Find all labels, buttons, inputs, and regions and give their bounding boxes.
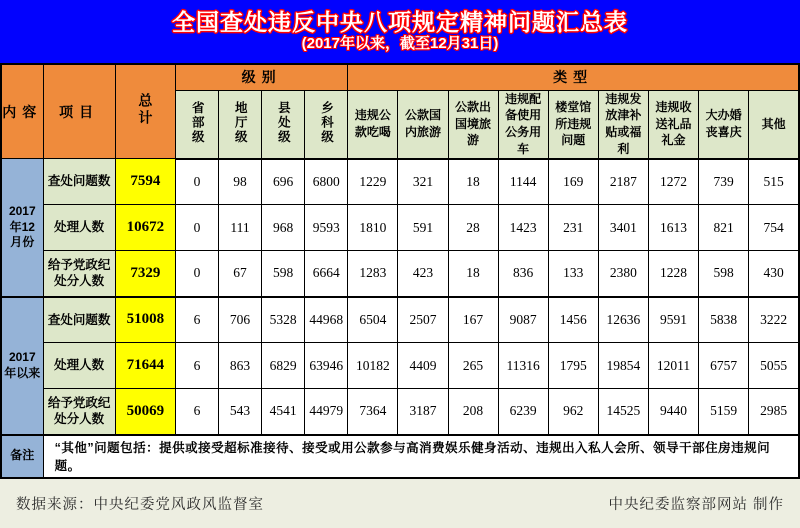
row-group-label: 2017年以来 <box>1 297 43 435</box>
type-column-header: 其他 <box>749 90 799 159</box>
data-cell: 696 <box>262 159 305 205</box>
level-header-text: 县处级 <box>276 100 291 145</box>
data-cell: 111 <box>219 205 262 251</box>
data-cell: 6 <box>175 389 218 435</box>
data-cell: 6 <box>175 343 218 389</box>
data-cell: 598 <box>699 251 749 297</box>
data-cell: 543 <box>219 389 262 435</box>
data-cell: 67 <box>219 251 262 297</box>
data-cell: 821 <box>699 205 749 251</box>
data-cell: 2985 <box>749 389 799 435</box>
type-column-header: 违规配备使用公务用车 <box>498 90 548 159</box>
level-header-text: 地厅级 <box>233 100 248 145</box>
data-cell: 1810 <box>348 205 398 251</box>
header-content: 内容 <box>1 64 43 159</box>
data-cell: 1272 <box>648 159 698 205</box>
summary-table <box>0 63 800 479</box>
data-cell: 1795 <box>548 343 598 389</box>
data-cell: 11316 <box>498 343 548 389</box>
type-column-header: 违规公款吃喝 <box>348 90 398 159</box>
total-cell: 71644 <box>115 343 175 389</box>
data-cell: 9440 <box>648 389 698 435</box>
data-cell: 1283 <box>348 251 398 297</box>
data-cell: 2507 <box>398 297 448 343</box>
data-cell: 12011 <box>648 343 698 389</box>
data-cell: 44968 <box>305 297 348 343</box>
footer-bar <box>0 479 800 528</box>
level-column-header <box>262 90 305 159</box>
data-cell: 962 <box>548 389 598 435</box>
page-title: 全国查处违反中央八项规定精神问题汇总表 <box>172 9 628 36</box>
data-cell: 591 <box>398 205 448 251</box>
data-cell: 1423 <box>498 205 548 251</box>
level-column-header <box>219 90 262 159</box>
data-cell: 44979 <box>305 389 348 435</box>
header-level-group: 级别 <box>175 64 347 90</box>
data-cell: 6504 <box>348 297 398 343</box>
type-column-header: 楼堂馆所违规问题 <box>548 90 598 159</box>
data-cell: 9591 <box>648 297 698 343</box>
table-row <box>1 251 799 297</box>
data-cell: 231 <box>548 205 598 251</box>
total-cell: 51008 <box>115 297 175 343</box>
data-cell: 6 <box>175 297 218 343</box>
project-cell: 给予党政纪处分人数 <box>43 251 115 297</box>
data-cell: 5159 <box>699 389 749 435</box>
data-cell: 265 <box>448 343 498 389</box>
total-cell: 7329 <box>115 251 175 297</box>
data-cell: 169 <box>548 159 598 205</box>
data-cell: 19854 <box>598 343 648 389</box>
header-type-group: 类型 <box>348 64 799 90</box>
data-cell: 739 <box>699 159 749 205</box>
table-row <box>1 205 799 251</box>
project-cell: 查处问题数 <box>43 159 115 205</box>
data-cell: 6664 <box>305 251 348 297</box>
type-column-header: 违规收送礼品礼金 <box>648 90 698 159</box>
type-column-header: 违规发放津补贴或福利 <box>598 90 648 159</box>
header-project: 项目 <box>43 64 115 159</box>
total-cell: 10672 <box>115 205 175 251</box>
header-total-text: 总计 <box>137 93 154 128</box>
type-column-header: 公款出国境旅游 <box>448 90 498 159</box>
data-cell: 3222 <box>749 297 799 343</box>
data-cell: 1456 <box>548 297 598 343</box>
data-cell: 9087 <box>498 297 548 343</box>
table-row <box>1 343 799 389</box>
data-cell: 3187 <box>398 389 448 435</box>
data-cell: 598 <box>262 251 305 297</box>
data-cell: 98 <box>219 159 262 205</box>
remark-row <box>1 435 799 478</box>
data-cell: 2380 <box>598 251 648 297</box>
data-cell: 28 <box>448 205 498 251</box>
data-cell: 430 <box>749 251 799 297</box>
data-cell: 968 <box>262 205 305 251</box>
type-column-header: 公款国内旅游 <box>398 90 448 159</box>
data-cell: 515 <box>749 159 799 205</box>
project-cell: 处理人数 <box>43 343 115 389</box>
data-cell: 6800 <box>305 159 348 205</box>
data-cell: 5055 <box>749 343 799 389</box>
data-cell: 6829 <box>262 343 305 389</box>
data-cell: 1229 <box>348 159 398 205</box>
total-cell: 7594 <box>115 159 175 205</box>
data-source-text: 数据来源：中央纪委党风政风监督室 <box>16 496 264 513</box>
credit-text: 中央纪委监察部网站 制作 <box>608 496 784 513</box>
level-column-header <box>175 90 218 159</box>
data-cell: 208 <box>448 389 498 435</box>
data-cell: 423 <box>398 251 448 297</box>
data-cell: 1613 <box>648 205 698 251</box>
project-cell: 给予党政纪处分人数 <box>43 389 115 435</box>
data-cell: 0 <box>175 205 218 251</box>
data-cell: 1228 <box>648 251 698 297</box>
data-cell: 5838 <box>699 297 749 343</box>
data-cell: 0 <box>175 251 218 297</box>
data-cell: 133 <box>548 251 598 297</box>
data-cell: 863 <box>219 343 262 389</box>
level-header-text: 乡科级 <box>319 100 334 145</box>
data-cell: 14525 <box>598 389 648 435</box>
table-row <box>1 159 799 205</box>
data-cell: 706 <box>219 297 262 343</box>
row-group-label: 2017年12月份 <box>1 159 43 297</box>
data-cell: 0 <box>175 159 218 205</box>
data-cell: 5328 <box>262 297 305 343</box>
data-cell: 7364 <box>348 389 398 435</box>
data-cell: 9593 <box>305 205 348 251</box>
level-column-header <box>305 90 348 159</box>
data-cell: 18 <box>448 251 498 297</box>
project-cell: 查处问题数 <box>43 297 115 343</box>
data-cell: 754 <box>749 205 799 251</box>
data-cell: 4541 <box>262 389 305 435</box>
data-cell: 836 <box>498 251 548 297</box>
data-cell: 3401 <box>598 205 648 251</box>
data-cell: 12636 <box>598 297 648 343</box>
project-cell: 处理人数 <box>43 205 115 251</box>
data-cell: 4409 <box>398 343 448 389</box>
data-cell: 1144 <box>498 159 548 205</box>
data-cell: 2187 <box>598 159 648 205</box>
data-cell: 167 <box>448 297 498 343</box>
data-cell: 10182 <box>348 343 398 389</box>
header-total <box>115 64 175 159</box>
data-cell: 63946 <box>305 343 348 389</box>
table-row <box>1 389 799 435</box>
type-column-header: 大办婚丧喜庆 <box>699 90 749 159</box>
data-cell: 18 <box>448 159 498 205</box>
page-subtitle: (2017年以来，截至12月31日) <box>301 34 499 52</box>
title-banner <box>0 0 800 63</box>
data-cell: 321 <box>398 159 448 205</box>
data-cell: 6757 <box>699 343 749 389</box>
remark-text: “其他”问题包括：提供或接受超标准接待、接受或用公款参与高消费娱乐健身活动、违规出入私人会所、领导干部住房违规问题。 <box>43 435 799 478</box>
remark-label: 备注 <box>1 435 43 478</box>
data-cell: 6239 <box>498 389 548 435</box>
total-cell: 50069 <box>115 389 175 435</box>
table-row <box>1 297 799 343</box>
level-header-text: 省部级 <box>190 100 205 145</box>
